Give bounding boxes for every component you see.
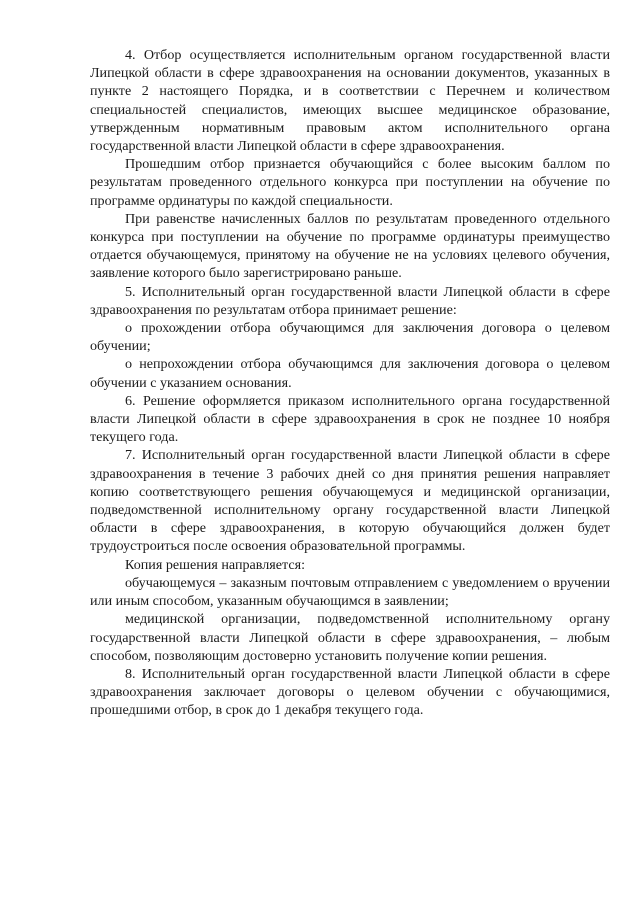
paragraph-selection-authority: 4. Отбор осуществляется исполнительным органом государственной власти Липецкой области в сфере здравоохранения на основании документов, указанных в пункте 2 настоящего Порядка, и в соответствии с Перечнем и количеством специальностей специалистов, имеющих высшее медицинское образование, утвержденным нормативным правовым актом исполнительного органа государственной власти Липецкой области в сфере здравоохранения. <box>90 47 610 155</box>
paragraph-equal-scores: При равенстве начисленных баллов по результатам проведенного отдельного конкурса при поступлении на обучение по программе ординатуры преимущество отдается обучающемуся, принятому на обучение не на условиях целевого обучения, заявление которого было зарегистрировано раньше. <box>90 210 610 282</box>
paragraph-copy-student: обучающемуся – заказным почтовым отправлением с уведомлением о вручении или иным способом, указанным обучающимся в заявлении; <box>90 574 610 610</box>
paragraph-copy-organization: медицинской организации, подведомственной исполнительному органу государственной власти Липецкой области в сфере здравоохранения, – любым способом, позволяющим достоверно установить получение копии решения. <box>90 611 610 664</box>
paragraph-copy-recipients: Копия решения направляется: <box>125 556 306 573</box>
paragraph-contracts-deadline: 8. Исполнительный орган государственной власти Липецкой области в сфере здравоохранения заключает договоры о целевом обучении с обучающимися, прошедшими отбор, в срок до 1 декабря текущего года. <box>90 665 610 719</box>
paragraph-decision-order: 6. Решение оформляется приказом исполнительного органа государственной власти Липецкой области в сфере здравоохранения в срок не позднее 10 ноября текущего года. <box>90 392 610 446</box>
paragraph-decision-intro: 5. Исполнительный орган государственной власти Липецкой области в сфере здравоохранения по результатам отбора принимает решение: <box>90 283 610 318</box>
paragraph-decision-passed: о прохождении отбора обучающимся для заключения договора о целевом обучении; <box>90 320 610 355</box>
paragraph-selection-winner: Прошедшим отбор признается обучающийся с более высоким баллом по результатам проведенного отдельного конкурса при поступлении на обучение по программе ординатуры по каждой специальности. <box>90 156 610 209</box>
document-body <box>90 46 610 720</box>
paragraph-decision-failed: о непрохождении отбора обучающимся для заключения договора о целевом обучении с указанием основания. <box>90 356 610 391</box>
paragraph-decision-copy: 7. Исполнительный орган государственной власти Липецкой области в сфере здравоохранения в течение 3 рабочих дней со дня принятия решения направляет копию соответствующего решения обучающемуся и медицинской организации, подведомственной исполнительному органу государственной власти Липецкой области в сфере здравоохранения, в которую обучающийся должен будет трудоустроиться после освоения образовательной программы. <box>90 447 610 555</box>
